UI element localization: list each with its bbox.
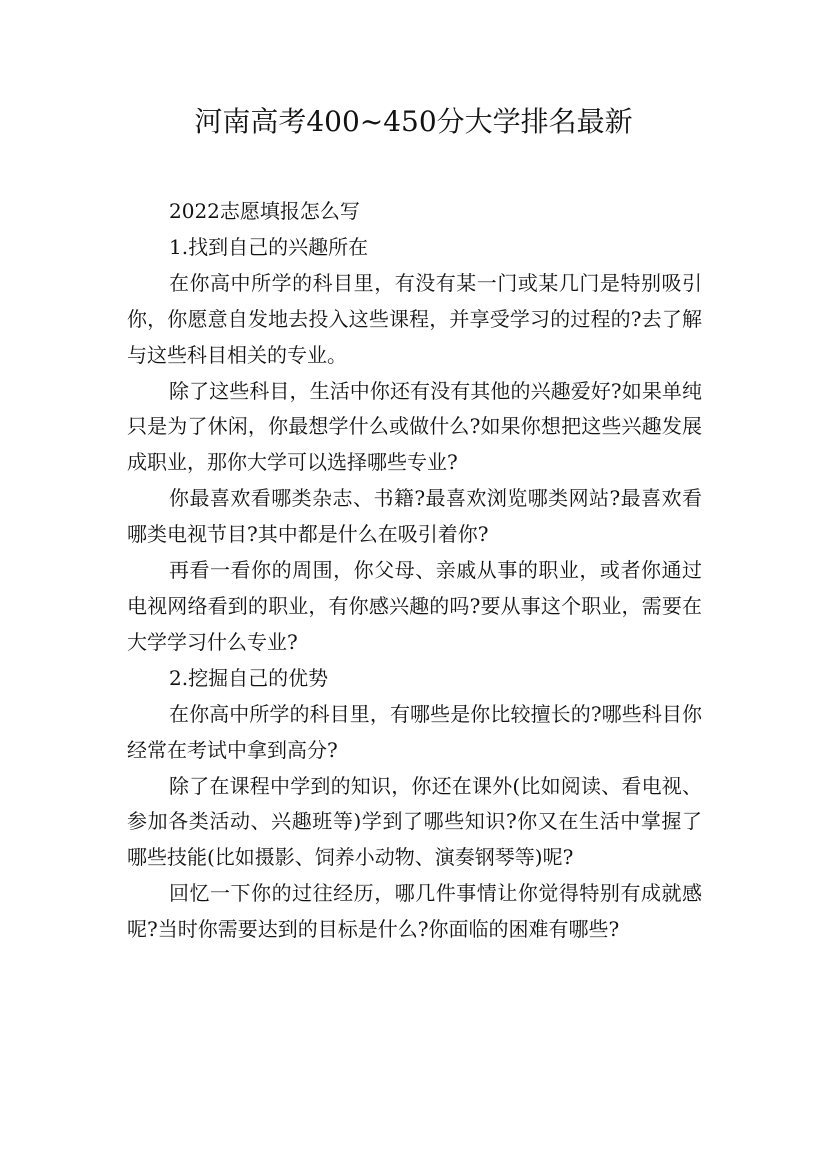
document-body <box>127 194 702 948</box>
paragraph: 除了在课程中学到的知识，你还在课外(比如阅读、看电视、参加各类活动、兴趣班等)学到了哪些知识?你又在生活中掌握了哪些技能(比如摄影、饲养小动物、演奏钢琴等)呢? <box>127 773 702 870</box>
paragraph: 再看一看你的周围，你父母、亲戚从事的职业，或者你通过电视网络看到的职业，有你感兴趣的吗?要从事这个职业，需要在大学学习什么专业? <box>127 558 702 654</box>
paragraph: 回忆一下你的过往经历，哪几件事情让你觉得特别有成就感呢?当时你需要达到的目标是什么?你面临的困难有哪些? <box>127 881 702 942</box>
paragraph: 在你高中所学的科目里，有哪些是你比较擅长的?哪些科目你经常在考试中拿到高分? <box>127 701 702 762</box>
paragraph: 除了这些科目，生活中你还有没有其他的兴趣爱好?如果单纯只是为了休闲，你最想学什么或做什么?如果你想把这些兴趣发展成职业，那你大学可以选择哪些专业? <box>127 378 702 475</box>
paragraph: 在你高中所学的科目里，有没有某一门或某几门是特别吸引你，你愿意自发地去投入这些课程，并享受学习的过程的?去了解与这些科目相关的专业。 <box>127 270 702 367</box>
section-heading-interest: 1.找到自己的兴趣所在 <box>169 234 369 259</box>
section-heading-strengths: 2.挖掘自己的优势 <box>169 665 329 690</box>
document-title: 河南高考400~450分大学排名最新 <box>194 105 633 138</box>
paragraph: 你最喜欢看哪类杂志、书籍?最喜欢浏览哪类网站?最喜欢看哪类电视节目?其中都是什么在吸引着你? <box>127 486 702 547</box>
paragraph-heading: 2022志愿填报怎么写 <box>169 199 360 223</box>
